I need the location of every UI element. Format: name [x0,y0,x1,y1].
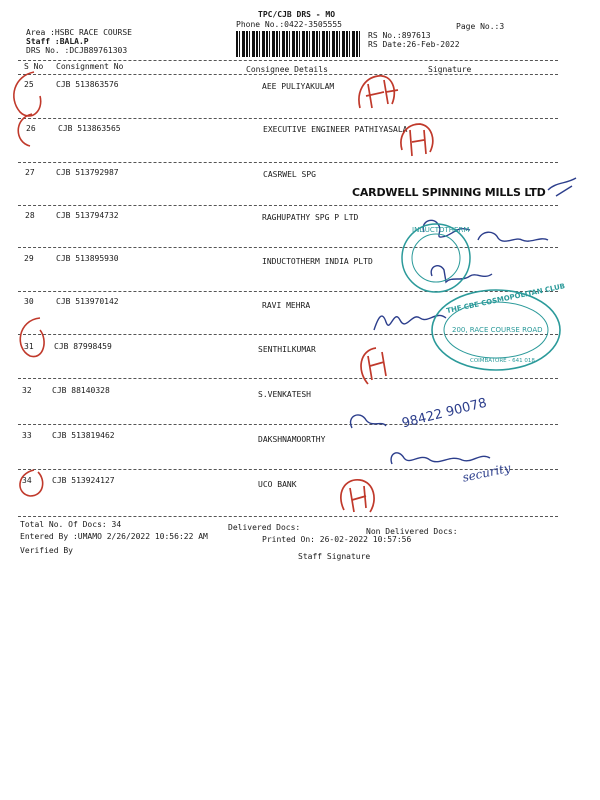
row-27-consignee: CASRWEL SPG [263,170,316,179]
entered-by: Entered By :UMAMO 2/26/2022 10:56:22 AM [20,532,208,541]
row-32-cno: CJB 88140328 [52,386,110,395]
row-32-consignee: S.VENKATESH [258,390,311,399]
red-circle-marks [14,72,44,496]
row-26-cno: CJB 513863565 [58,124,121,133]
verified-by: Verified By [20,546,73,555]
row-34-sno: 34 [22,476,32,485]
row-32-sno: 32 [22,386,32,395]
row-33-consignee: DAKSHNAMOORTHY [258,435,326,444]
row-34-cno: CJB 513924127 [52,476,115,485]
row-31-cno: CJB 87998459 [54,342,112,351]
row-28-cno: CJB 513794732 [56,211,119,220]
cosmopolitan-stamp-address: 200, RACE COURSE ROAD [452,326,543,334]
doc-title: TPC/CJB DRS - MO [258,10,336,19]
cosmopolitan-stamp-text: THE CBE COSMOPOLITAN CLUB [445,282,566,316]
rs-date: RS Date:26-Feb-2022 [368,40,460,49]
he-signature-marks [341,76,433,512]
printed-on: Printed On: 26-02-2022 10:57:56 [262,535,412,544]
staff: Staff :BALA.P [26,37,89,46]
staff-signature: Staff Signature [298,552,371,561]
row-25-sno: 25 [24,80,34,89]
col-header-signature: Signature [428,65,472,74]
cosmopolitan-club-stamp [432,282,566,370]
row-26-consignee: EXECUTIVE ENGINEER PATHIYASALA [263,125,408,134]
col-header-consignment: Consignment No [56,62,124,71]
row-28-consignee: RAGHUPATHY SPG P LTD [262,213,359,222]
page-number: Page No.:3 [456,22,505,31]
row-34-consignee: UCO BANK [258,480,297,489]
row-28-sno: 28 [25,211,35,220]
row-31-sno: 31 [24,342,34,351]
col-header-sno: S No [24,62,44,71]
row-29-cno: CJB 513895930 [56,254,119,263]
row-26-sno: 26 [26,124,36,133]
row-30-consignee: RAVI MEHRA [262,301,311,310]
row-33-sno: 33 [22,431,32,440]
inductotherm-stamp-text: INDUCTOTHERM [412,226,470,234]
total-docs: Total No. Of Docs: 34 [20,520,122,529]
row-27-cno: CJB 513792987 [56,168,119,177]
row-31-consignee: SENTHILKUMAR [258,345,316,354]
col-header-consignee: Consignee Details [246,65,328,74]
non-delivered-docs: Non Delivered Docs: [366,527,458,536]
cardwell-stamp: CARDWELL SPINNING MILLS LTD [352,186,546,199]
row-30-cno: CJB 513970142 [56,297,119,306]
security-handwritten: security [461,460,512,485]
phone-note-handwritten: 98422 90078 [400,395,489,432]
row-30-sno: 30 [24,297,34,306]
inductotherm-stamp [402,224,470,292]
rs-number: RS No.:897613 [368,31,431,40]
drs-number: DRS No. :DCJB89761303 [26,46,128,55]
blue-signature-marks [351,178,576,464]
row-29-consignee: INDUCTOTHERM INDIA PLTD [262,257,373,266]
row-29-sno: 29 [24,254,34,263]
row-25-cno: CJB 513863576 [56,80,119,89]
row-27-sno: 27 [25,168,35,177]
area: Area :HSBC RACE COURSE [26,28,132,37]
delivered-docs: Delivered Docs: [228,523,301,532]
row-33-cno: CJB 513819462 [52,431,115,440]
row-25-consignee: AEE PULIYAKULAM [262,82,335,91]
phone-number: Phone No.:0422-3505555 [236,20,342,29]
cosmopolitan-stamp-city: COIMBATORE - 641 018 [470,358,535,364]
